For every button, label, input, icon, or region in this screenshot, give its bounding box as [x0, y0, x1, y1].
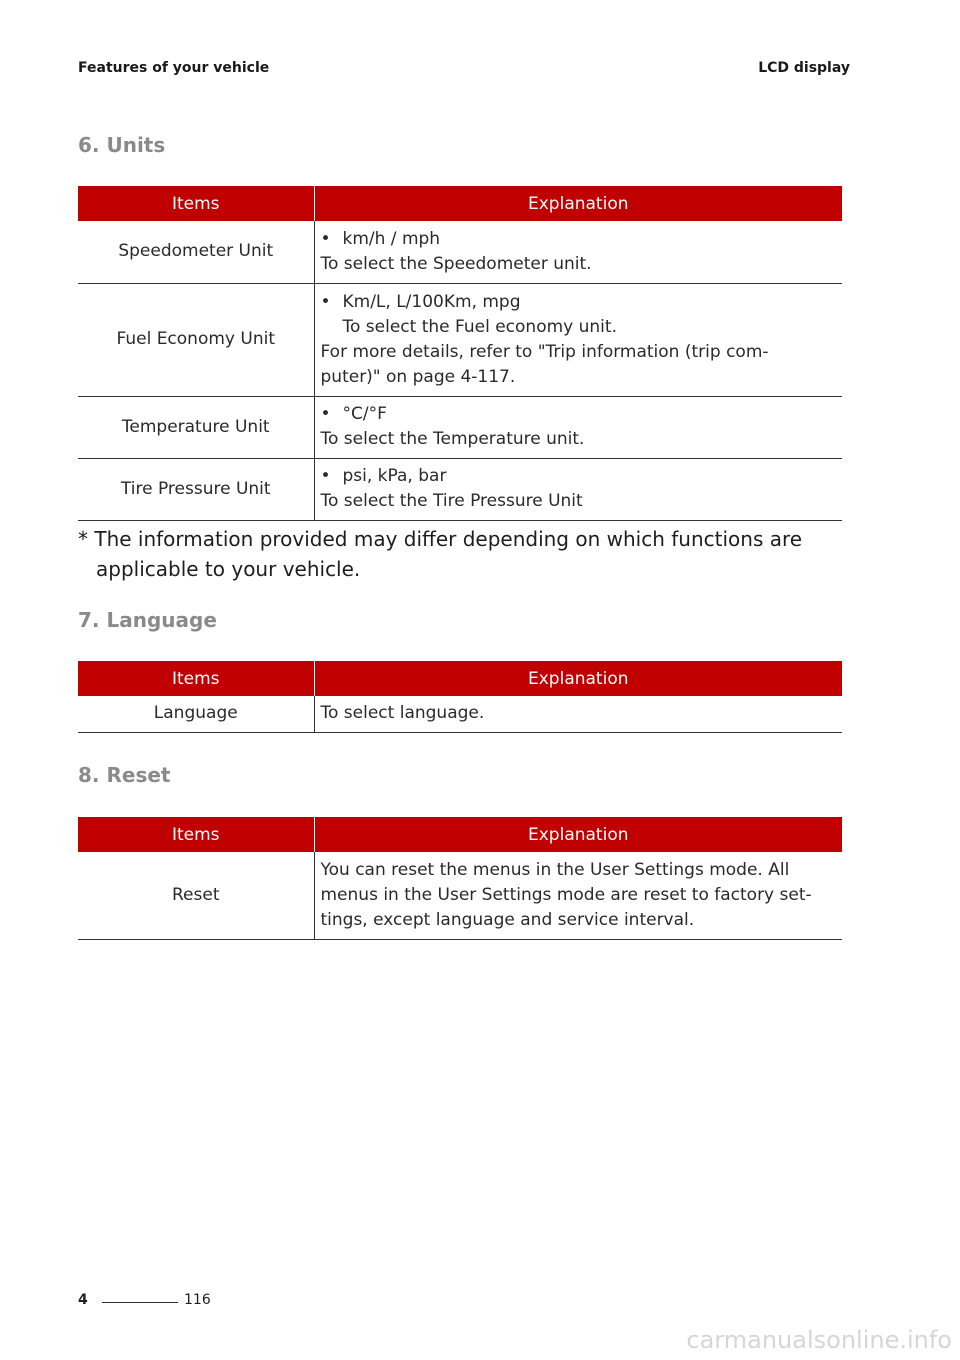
column-header-explanation: Explanation: [314, 661, 842, 696]
running-header-right: LCD display: [758, 60, 850, 76]
table-row: [78, 396, 842, 458]
footer-divider: [102, 1302, 178, 1303]
explanation-cell: [314, 283, 842, 396]
running-header-left: Features of your vehicle: [78, 60, 270, 76]
bullet-icon: •: [320, 404, 331, 424]
table-row: [78, 283, 842, 396]
watermark: carmanualsonline.info: [686, 1326, 952, 1354]
explanation-cell: [314, 458, 842, 520]
explanation-text: You can reset the menus in the User Settings mode. All: [320, 859, 790, 880]
units-table: [78, 186, 842, 521]
explanation-text: For more details, refer to "Trip information (trip com-: [320, 341, 769, 362]
bullet-line: [321, 290, 837, 315]
item-language: Language: [78, 696, 314, 732]
column-header-explanation: Explanation: [314, 817, 842, 852]
bullet-subtext: To select the Fuel economy unit.: [342, 316, 617, 337]
table-row: [78, 696, 842, 732]
bullet-text: Km/L, L/100Km, mpg: [342, 291, 521, 312]
table-header-row: [78, 186, 842, 221]
bullet-text: °C/°F: [342, 404, 387, 424]
column-header-explanation: Explanation: [314, 186, 842, 221]
bullet-icon: •: [320, 228, 331, 249]
explanation-text: menus in the User Settings mode are reset to factory set-: [320, 884, 812, 905]
bullet-text: psi, kPa, bar: [342, 466, 447, 486]
language-table: [78, 661, 842, 733]
explanation-cell: [314, 396, 842, 458]
explanation-text: puter)" on page 4-117.: [320, 366, 516, 387]
column-header-items: Items: [78, 817, 314, 852]
chapter-number: 4: [78, 1292, 88, 1308]
footnote: * The information provided may differ depending on which functions are applicable to your vehicle.: [78, 527, 803, 581]
table-row: [78, 458, 842, 520]
bullet-line: [321, 402, 837, 427]
bullet-icon: •: [320, 291, 331, 312]
table-header-row: [78, 661, 842, 696]
item-temperature-unit: Temperature Unit: [78, 396, 314, 458]
section-title-reset: 8. Reset: [78, 763, 171, 787]
explanation-cell: [314, 852, 842, 939]
bullet-line: [321, 227, 837, 252]
page-number: 116: [184, 1292, 211, 1308]
reset-table: [78, 817, 842, 940]
section-title-units: 6. Units: [78, 133, 166, 157]
item-tire-pressure-unit: Tire Pressure Unit: [78, 458, 314, 520]
bullet-text: km/h / mph: [342, 228, 441, 249]
item-fuel-economy-unit: Fuel Economy Unit: [78, 283, 314, 396]
explanation-text: To select the Speedometer unit.: [320, 253, 592, 274]
column-header-items: Items: [78, 186, 314, 221]
explanation-text: To select the Temperature unit.: [320, 429, 585, 449]
bullet-line: [321, 464, 837, 489]
item-speedometer-unit: Speedometer Unit: [78, 221, 314, 283]
column-header-items: Items: [78, 661, 314, 696]
explanation-cell: [314, 221, 842, 283]
table-header-row: [78, 817, 842, 852]
table-row: [78, 852, 842, 939]
bullet-icon: •: [320, 466, 331, 486]
section-title-language: 7. Language: [78, 608, 217, 632]
explanation-text: tings, except language and service interval.: [320, 909, 695, 930]
explanation-text: To select language.: [314, 696, 842, 732]
item-reset: Reset: [78, 852, 314, 939]
explanation-text: To select the Tire Pressure Unit: [320, 491, 583, 511]
table-row: [78, 221, 842, 283]
